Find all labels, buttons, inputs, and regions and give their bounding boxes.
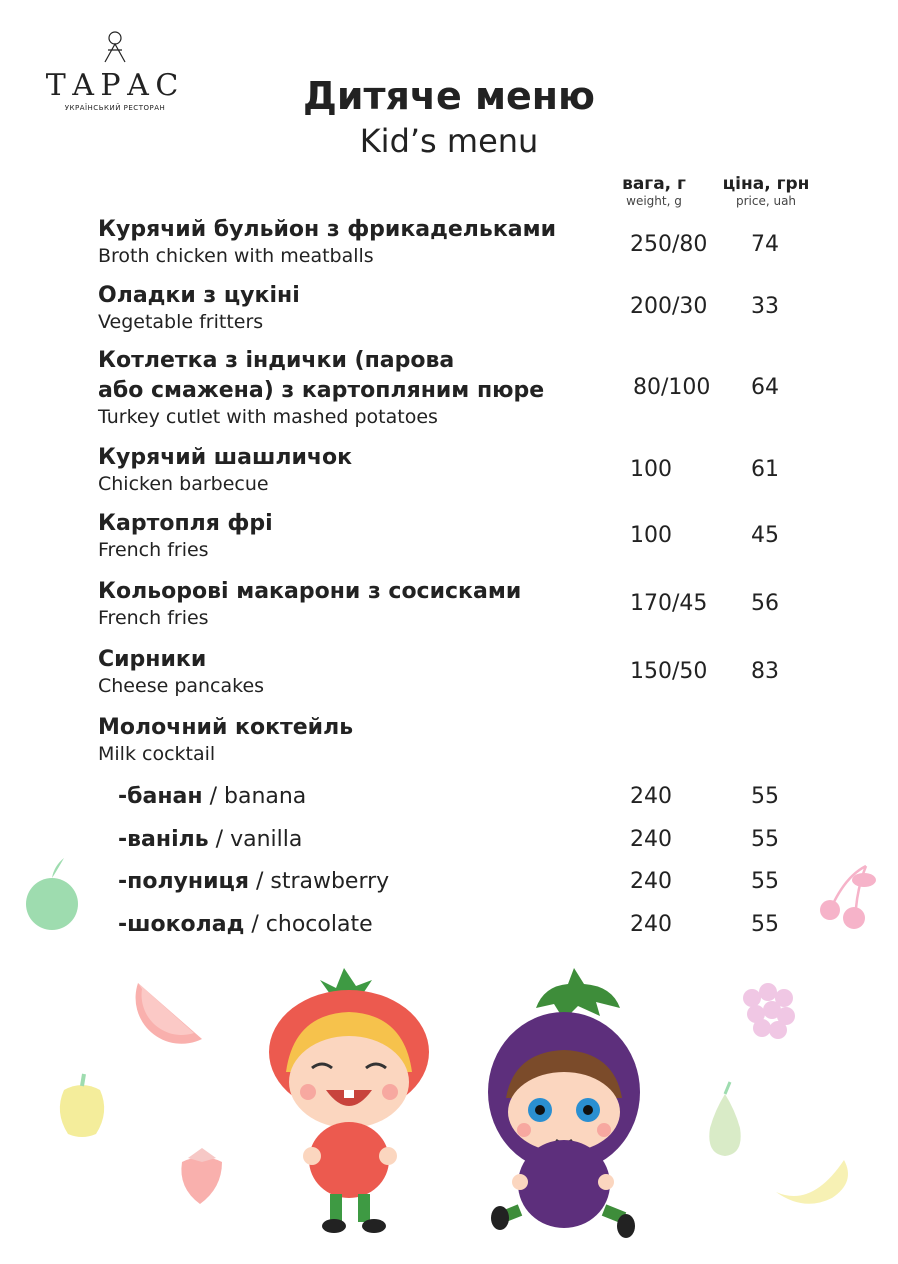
item-weight: 80/100 (633, 375, 711, 400)
variant-name-uk: -полуниця (118, 869, 249, 894)
page-title: Дитяче меню (302, 74, 595, 118)
cossack-emblem-icon (100, 28, 130, 64)
item-name-en: Vegetable fritters (98, 311, 264, 333)
logo-subtitle: УКРАЇНСЬКИЙ РЕСТОРАН (64, 104, 166, 112)
item-weight: 240 (630, 912, 672, 937)
item-price: 55 (751, 912, 779, 937)
menu-item (98, 509, 273, 561)
item-name-en: French fries (98, 539, 209, 561)
item-weight: 240 (630, 784, 672, 809)
item-name-uk: Оладки з цукіні (98, 283, 300, 308)
item-price: 55 (751, 784, 779, 809)
cherry-icon (816, 862, 878, 934)
item-name-en: Milk cocktail (98, 743, 216, 765)
item-name-uk: Молочний коктейль (98, 715, 354, 740)
strawberry-icon (172, 1142, 232, 1208)
variant-name-en: / banana (202, 784, 307, 809)
variant-name-en: / chocolate (244, 912, 373, 937)
item-name-en: Chicken barbecue (98, 473, 269, 495)
price-column-header (714, 174, 818, 208)
menu-item (98, 443, 352, 495)
item-name-uk: Котлетка з індички (парова (98, 348, 455, 373)
variant-name-uk: -ваніль (118, 827, 209, 852)
weight-column-header (612, 174, 696, 208)
item-weight: 100 (630, 457, 672, 482)
menu-item (98, 346, 544, 428)
apple-icon (24, 852, 84, 932)
watermelon-icon (130, 975, 210, 1055)
menu-item (98, 215, 556, 267)
variant-name-uk: -банан (118, 784, 203, 809)
item-price: 61 (751, 457, 779, 482)
menu-item (98, 713, 353, 765)
tomato-kid-illustration (264, 964, 434, 1236)
menu-item (98, 577, 521, 629)
cocktail-variant (118, 784, 306, 809)
page-subtitle: Kid’s menu (359, 122, 539, 160)
item-name-uk: Картопля фрі (98, 511, 273, 536)
item-weight: 170/45 (630, 591, 708, 616)
price-header-uk: ціна, грн (722, 174, 810, 194)
item-price: 55 (751, 869, 779, 894)
item-weight: 240 (630, 869, 672, 894)
item-weight: 100 (630, 523, 672, 548)
logo-name: ТАРАС (45, 68, 185, 103)
cocktail-variant (118, 869, 389, 894)
item-name-uk: Кольорові макарони з сосисками (98, 579, 522, 604)
variant-name-en: / strawberry (248, 869, 390, 894)
item-weight: 150/50 (630, 659, 708, 684)
item-name-en: French fries (98, 607, 209, 629)
eggplant-kid-illustration (484, 964, 644, 1240)
item-price: 74 (751, 232, 779, 257)
raspberry-icon (736, 978, 802, 1044)
item-price: 55 (751, 827, 779, 852)
cocktail-variant (118, 912, 373, 937)
bell-pepper-icon (52, 1072, 112, 1142)
item-name-uk: Сирники (98, 647, 207, 672)
item-price: 83 (751, 659, 779, 684)
item-name-uk: Курячий шашличок (98, 445, 353, 470)
menu-item (98, 281, 300, 333)
item-name-en: Cheese pancakes (98, 675, 265, 697)
item-name-en: Turkey cutlet with mashed potatoes (98, 406, 438, 428)
item-name-en: Broth chicken with meatballs (98, 245, 374, 267)
item-name-uk: Курячий бульйон з фрикадельками (98, 217, 557, 242)
item-weight: 200/30 (630, 294, 708, 319)
variant-name-en: / vanilla (208, 827, 303, 852)
item-weight: 250/80 (630, 232, 708, 257)
weight-header-en: weight, g (626, 194, 682, 208)
item-price: 56 (751, 591, 779, 616)
price-header-en: price, uah (735, 194, 797, 208)
variant-name-uk: -шоколад (118, 912, 245, 937)
item-name-uk-line2: або смажена) з картопляним пюре (98, 378, 545, 403)
cocktail-variant (118, 827, 302, 852)
pear-icon (700, 1080, 750, 1160)
menu-item (98, 645, 264, 697)
banana-icon (772, 1152, 858, 1212)
item-price: 45 (751, 523, 779, 548)
item-weight: 240 (630, 827, 672, 852)
item-price: 33 (751, 294, 779, 319)
weight-header-uk: вага, г (622, 174, 686, 194)
item-price: 64 (751, 375, 779, 400)
